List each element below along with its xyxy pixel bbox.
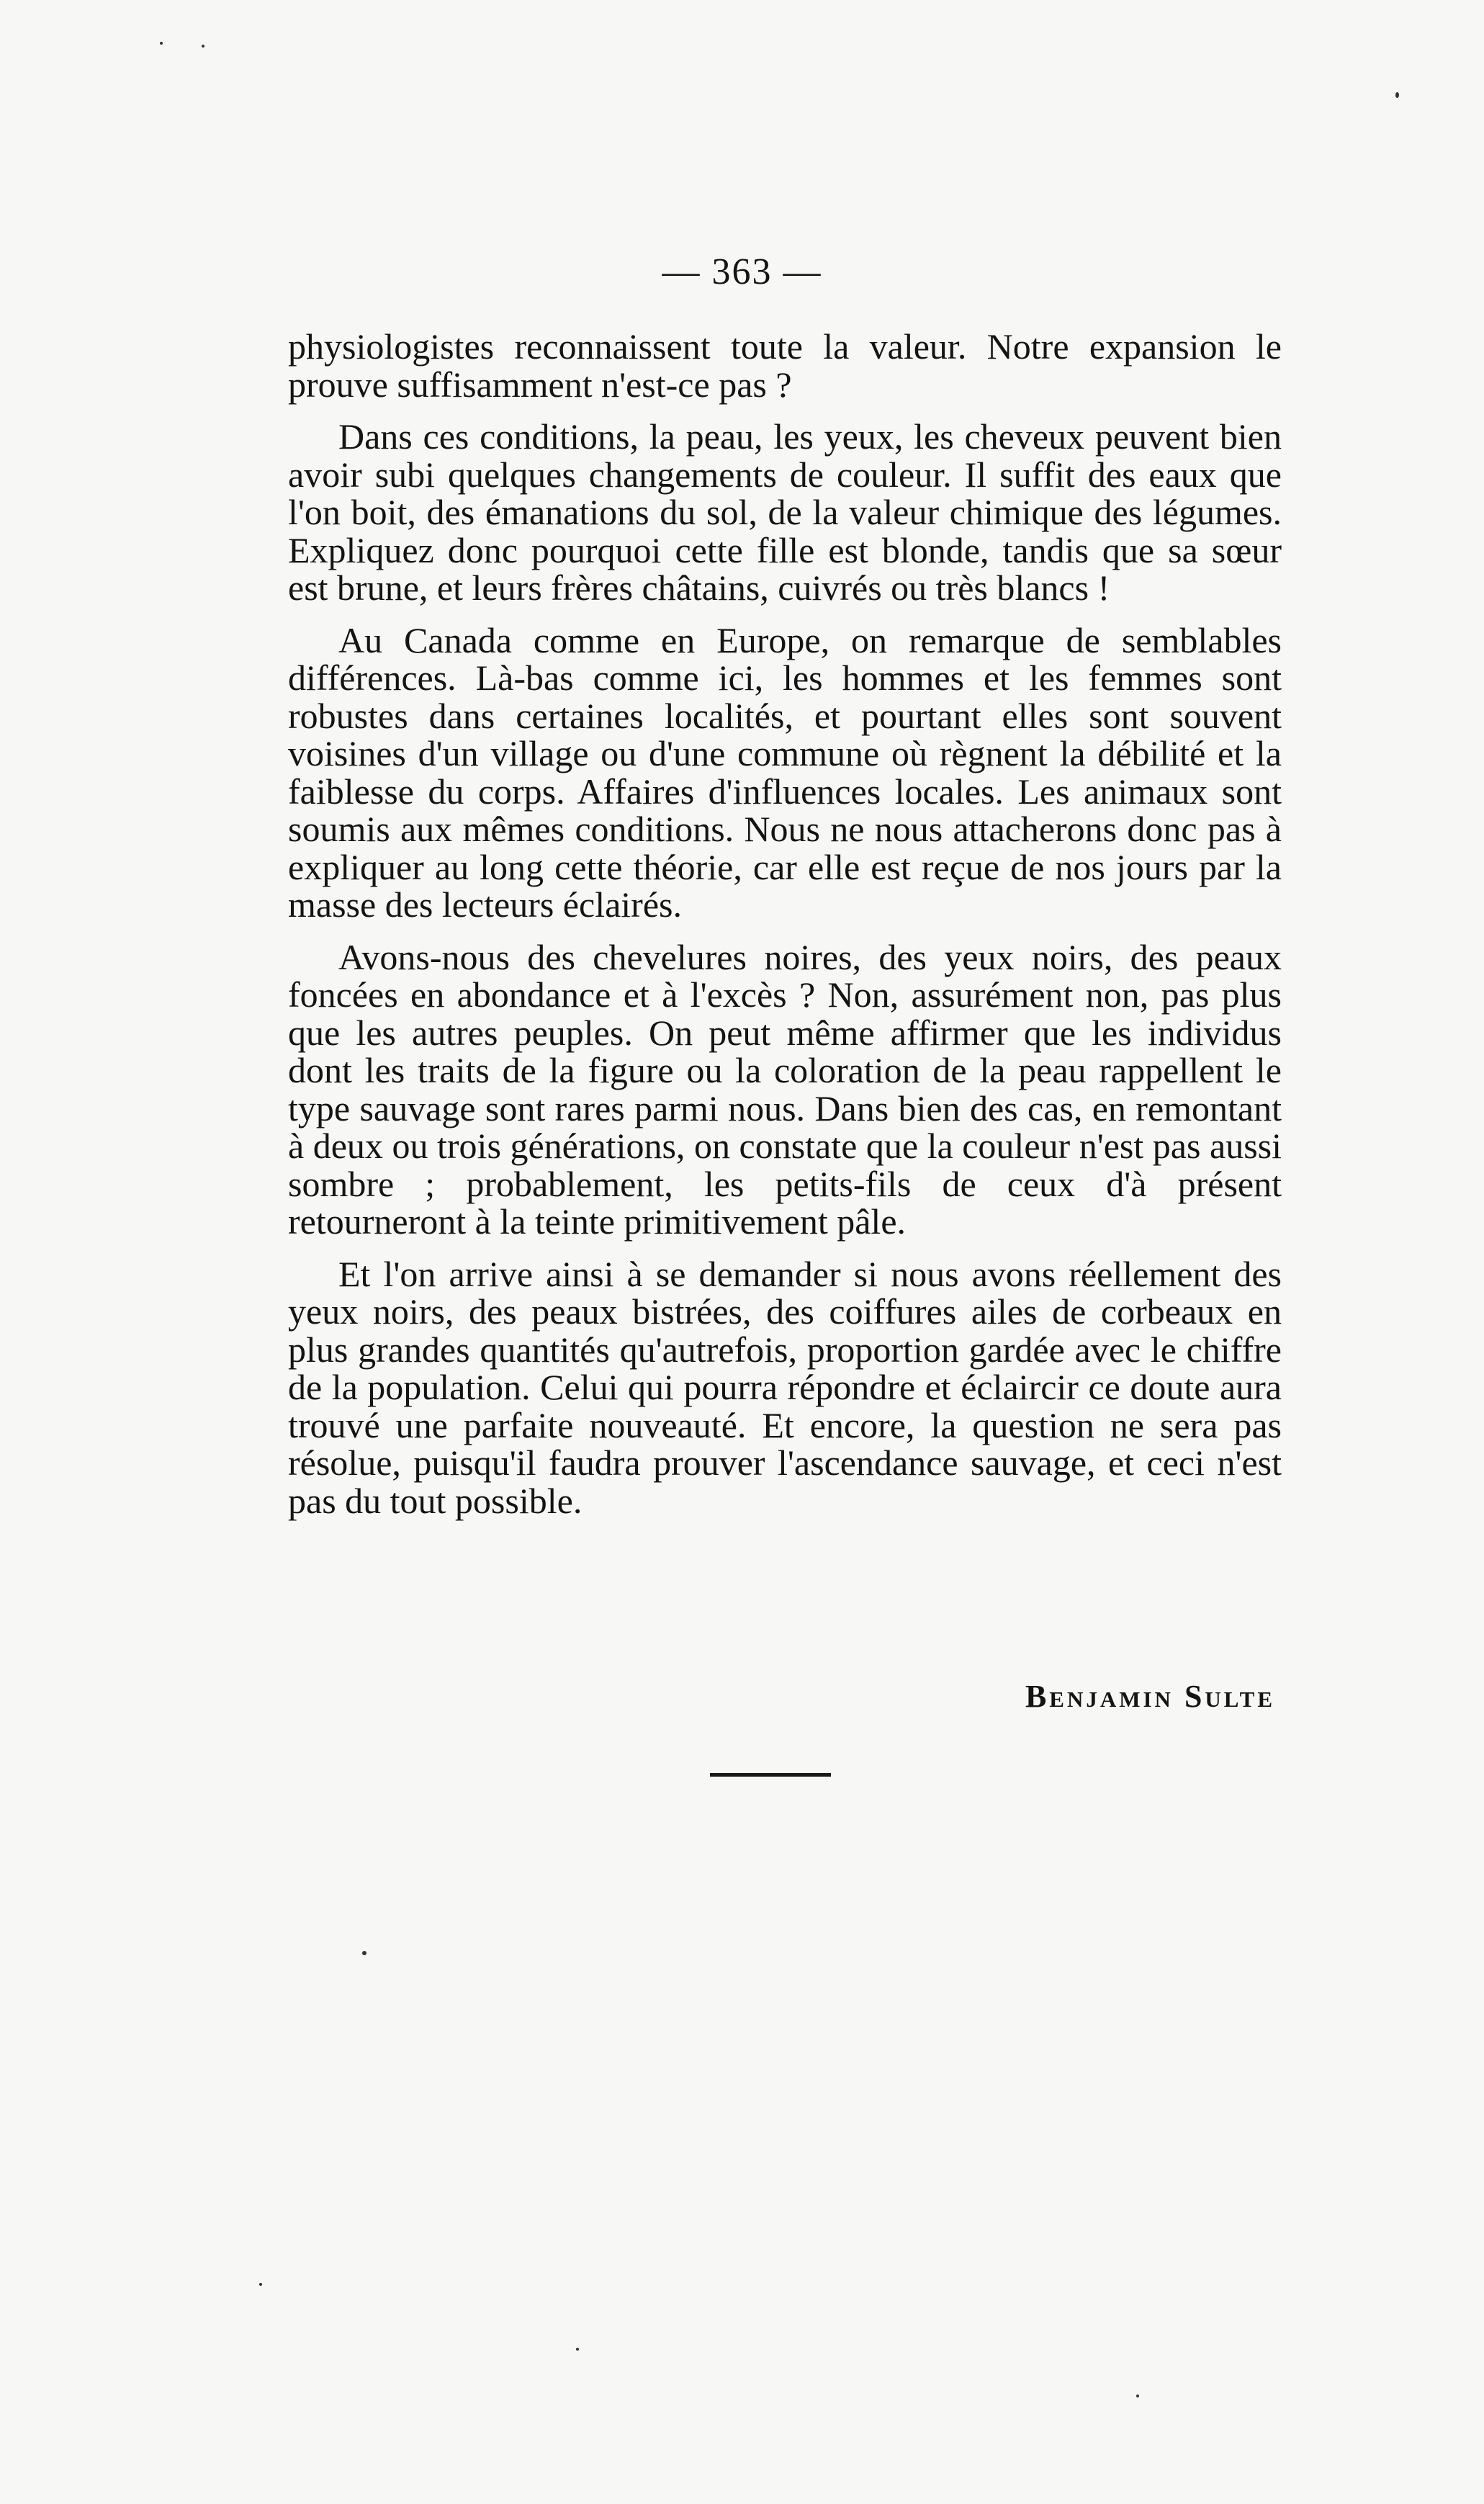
body-text	[288, 328, 1282, 1534]
paragraph-1: physiologistes reconnaissent toute la valeur. Notre expansion le prouve suffisamment n'est-ce pas ?	[288, 326, 1282, 405]
scan-speck	[362, 1951, 366, 1955]
paragraph-5: Et l'on arrive ainsi à se demander si nous avons réellement des yeux noirs, des peaux bistrées, des coiffures ailes de corbeaux en plus grandes quantités qu'autrefois, proportion gardée avec le chiffre de la population. Celui qui pourra répondre et éclaircir ce doute aura trouvé une parfaite nouveauté. Et encore, la question ne sera pas résolue, puisqu'il faudra prouver l'ascendance sauvage, et ceci n'est pas du tout possible.	[288, 1253, 1282, 1521]
closing-rule	[710, 1773, 831, 1777]
paragraph-2: Dans ces conditions, la peau, les yeux, les cheveux peuvent bien avoir subi quelques changements de couleur. Il suffit des eaux que l'on boit, des émanations du sol, de la valeur chimique des légumes. Expliquez donc pourquoi cette fille est blonde, tandis que sa sœur est brune, et leurs frères châtains, cuivrés ou très blancs !	[288, 416, 1282, 608]
scan-speck	[259, 2283, 262, 2286]
paragraph-4: Avons-nous des chevelures noires, des yeux noirs, des peaux foncées en abondance et à l'excès ? Non, assurément non, pas plus que les autres peuples. On peut même affirmer que les individus dont les traits de la figure ou la coloration de la peau rappellent le type sauvage sont rares parmi nous. Dans bien des cas, en remontant à deux ou trois générations, on constate que la couleur n'est pas aussi sombre ; probablement, les petits-fils de ceux d'à présent retourneront à la teinte primitivement pâle.	[288, 936, 1282, 1242]
scan-speck	[160, 42, 163, 45]
scan-speck	[576, 2348, 579, 2351]
scan-speck	[1136, 2395, 1139, 2397]
page-number: — 363 —	[662, 251, 822, 292]
scan-speck	[1395, 92, 1399, 98]
author-signature: Benjamin Sulte	[1025, 1679, 1275, 1714]
paragraph-3: Au Canada comme en Europe, on remarque de semblables différences. Là-bas comme ici, les hommes et les femmes sont robustes dans certaines localités, et pourtant elles sont souvent voisines d'un village ou d'une commune où règnent la débilité et la faiblesse du corps. Affaires d'influences locales. Les animaux sont soumis aux mêmes conditions. Nous ne nous attacherons donc pas à expliquer au long cette théorie, car elle est reçue de nos jours par la masse des lecteurs éclairés.	[288, 619, 1282, 925]
scan-speck	[202, 45, 204, 48]
